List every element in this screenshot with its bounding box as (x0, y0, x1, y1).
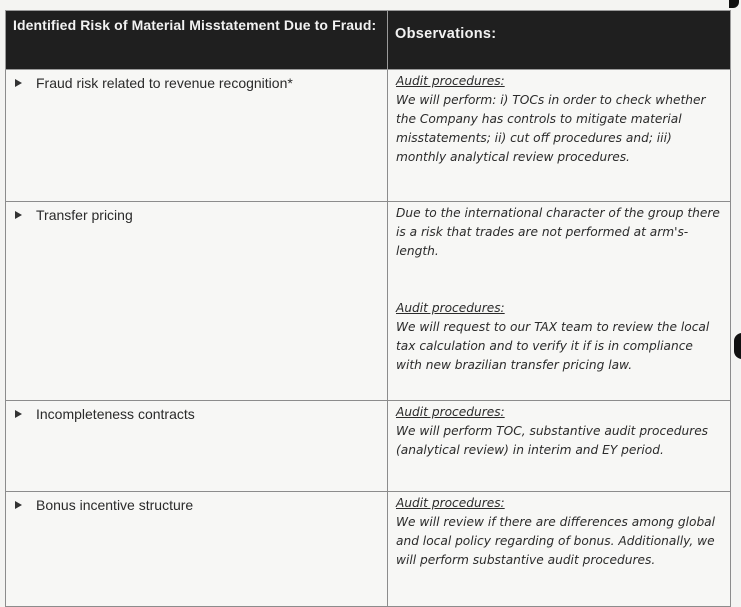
procedures-text: We will review if there are differences among global and local policy regarding of bonus. Additionally, we will perform substantive audit procedures. (396, 515, 716, 567)
table-row (6, 492, 731, 607)
procedures-heading: Audit procedures: (396, 74, 505, 88)
procedures-text: We will request to our TAX team to review the local tax calculation and to verify it if is in compliance with new brazilian transfer pricing law. (396, 320, 710, 372)
observation-intro-text: Due to the international character of the group there is a risk that trades are not performed at arm's-length. (396, 206, 720, 258)
table-row (6, 202, 731, 401)
risk-label: Transfer pricing (36, 207, 133, 223)
observations-cell (388, 492, 731, 607)
scan-mark-right (734, 333, 741, 359)
procedures-heading: Audit procedures: (396, 496, 505, 510)
fraud-risk-table (5, 10, 731, 607)
risk-label: Bonus incentive structure (36, 497, 194, 513)
bullet-arrow-icon (15, 79, 22, 87)
table-header-row (6, 11, 731, 70)
procedures-heading: Audit procedures: (396, 301, 505, 315)
observations-column-header: Observations: (388, 11, 731, 70)
risk-label: Fraud risk related to revenue recognition* (36, 75, 293, 91)
table-row (6, 70, 731, 202)
risk-cell (6, 492, 388, 607)
bullet-arrow-icon (15, 410, 22, 418)
procedures-text: We will perform: i) TOCs in order to check whether the Company has controls to mitigate material misstatements; ii) cut off procedures and; iii) monthly analytical review procedures. (396, 93, 706, 164)
risk-cell (6, 202, 388, 401)
risk-label: Incompleteness contracts (36, 406, 195, 422)
scan-mark-top (729, 0, 739, 8)
procedures-heading: Audit procedures: (396, 405, 505, 419)
bullet-arrow-icon (15, 211, 22, 219)
risk-cell (6, 70, 388, 202)
observations-cell (388, 401, 731, 492)
table-row (6, 401, 731, 492)
observations-cell (388, 202, 731, 401)
bullet-arrow-icon (15, 501, 22, 509)
observations-cell (388, 70, 731, 202)
procedures-text: We will perform TOC, substantive audit procedures (analytical review) in interim and EY period. (396, 424, 709, 457)
risk-column-header: Identified Risk of Material Misstatement Due to Fraud: (6, 11, 388, 70)
risk-cell (6, 401, 388, 492)
